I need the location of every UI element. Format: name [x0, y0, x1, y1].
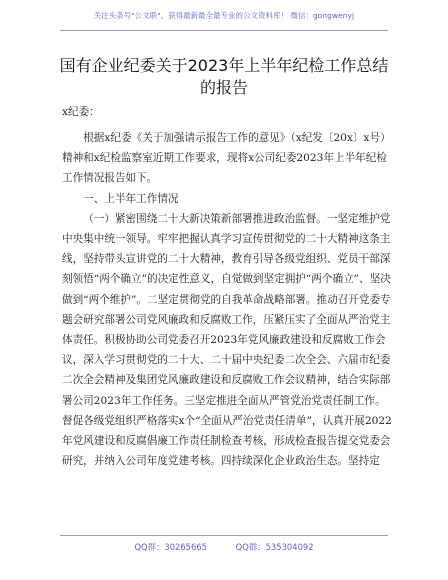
section-heading: 一、上半年工作情况: [83, 192, 179, 205]
title-line-1: 国有企业纪委关于2023年上半年纪检工作总结: [59, 56, 389, 75]
paragraph-political-supervision: （一）紧密围绕二十大新决策新部署推进政治监督。一坚定维护党中央集中统一领导。牢牢把握认真学习宣传贯彻党的二十大精神这条主线，坚持带头宣讲党的二十大精神，教育引导各级党组织、党员干部深刻领悟“两个确立”的决定性意义，自觉做到坚定拥护“两个确立”、坚决做到“两个维护”。二坚定贯彻党的自我革命战略部署。推动召开党委专题会研究部署公司党风廉政和反腐败工作，压紧压实了全面从严治党主体责任。积极协助公司党委召开2023年党风廉政建设和反腐败工作会议，深入学习贯彻党的二十大、二十届中央纪委二次全会、六届市纪委二次全会精神及集团党风廉政建设和反腐败工作会议精神，结合实际部署公司2023年工作任务。三坚定推进全面从严管党治党责任制工作。督促各级党组织严格落实x个“全面从严治党责任清单”，认真开展2022年党风建设和反腐倡廉工作责任制检查考核，形成检查报告提交党委会研究，并纳入公司年度党建考核。四持续深化企业政治生态。坚持定: [62, 212, 392, 468]
footer: [0, 541, 448, 553]
paragraph-intro: 根据x纪委《关于加强请示报告工作的意见》（x纪发〔20x〕x号）精神和x纪检监察室近期工作要求，现将x公司纪委2023年上半年纪检工作情况报告如下。: [62, 132, 391, 185]
salutation: x纪委：: [62, 106, 100, 118]
footer-divider: [60, 535, 388, 536]
document-body: [62, 128, 392, 471]
document-title: [50, 55, 398, 99]
footer-qq-group-2: QQ群：535304092: [235, 542, 314, 552]
header-banner: 关注头条号"公文联"，获得最新最全最专业的公文资料库！ 微信：gongwenyj: [93, 11, 355, 20]
header-divider: [60, 30, 388, 31]
title-line-2: 的报告: [199, 78, 248, 97]
footer-qq-group-1: QQ群：30265665: [134, 542, 207, 552]
